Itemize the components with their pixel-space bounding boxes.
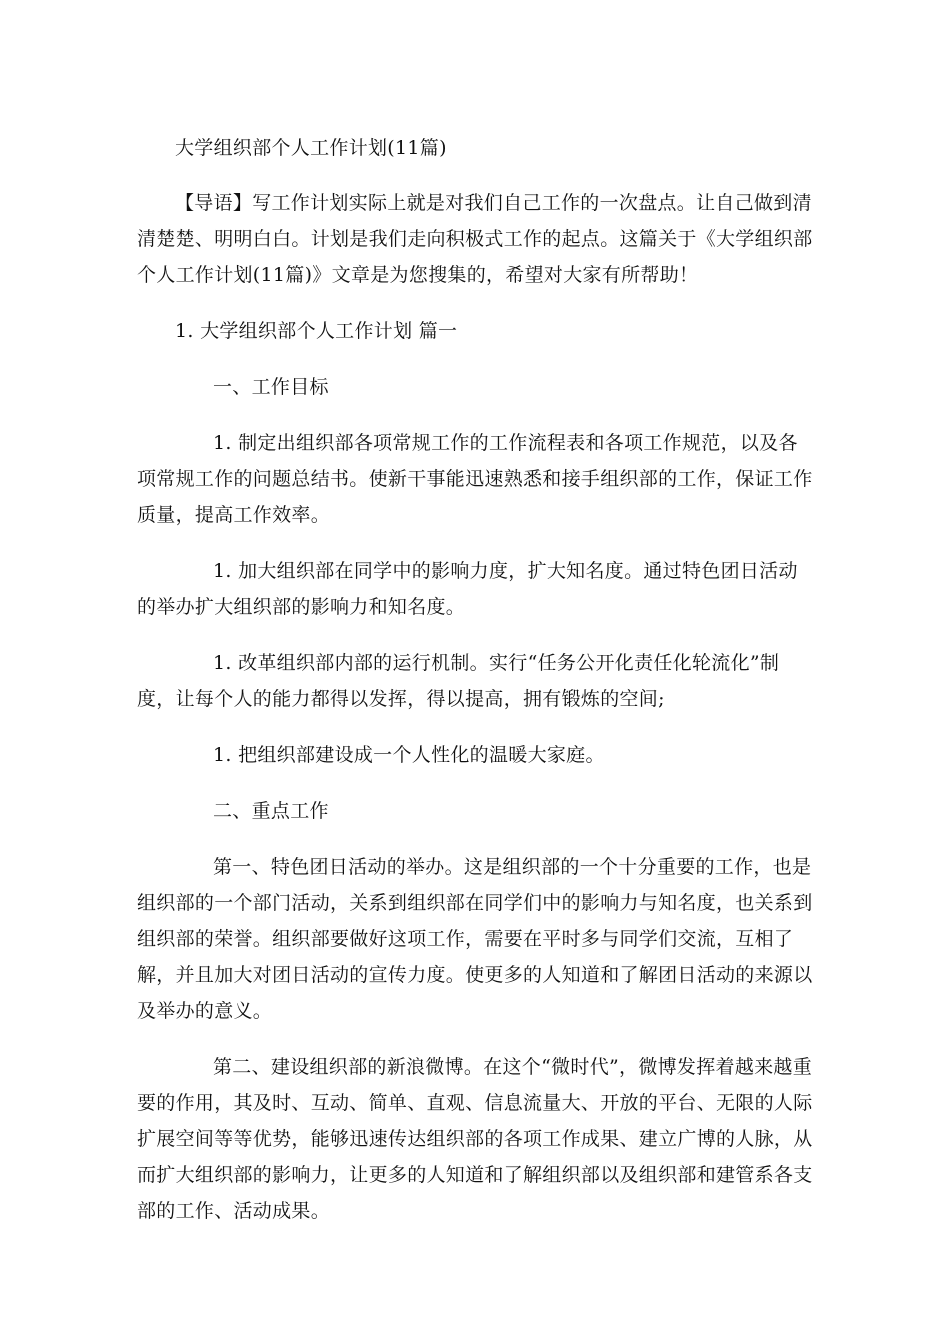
goal-item-3: 1. 改革组织部内部的运行机制。实行“任务公开化责任化轮流化”制度，让每个人的能力都得以发挥，得以提高，拥有锻炼的空间; xyxy=(137,652,780,710)
key-work-item-2: 第二、建设组织部的新浪微博。在这个“微时代”，微博发挥着越来越重要的作用，其及时、互动、简单、直观、信息流量大、开放的平台、无限的人际扩展空间等等优势，能够迅速传达组织部的各项工作成果、建立广博的人脉，从而扩大组织部的影响力，让更多的人知道和了解组织部以及组织部和建管系各支部的工作、活动成果。 xyxy=(137,1056,813,1222)
goal-item-1: 1. 制定出组织部各项常规工作的工作流程表和各项工作规范，以及各项常规工作的问题总结书。使新干事能迅速熟悉和接手组织部的工作，保证工作质量，提高工作效率。 xyxy=(137,432,813,526)
goal-item-2: 1. 加大组织部在同学中的影响力度，扩大知名度。通过特色团日活动的举办扩大组织部的影响力和知名度。 xyxy=(137,560,798,618)
document-body xyxy=(137,130,817,1249)
heading-work-goals: 一、工作目标 xyxy=(213,376,329,398)
goal-item-4: 1. 把组织部建设成一个人性化的温暖大家庭。 xyxy=(213,744,605,766)
heading-key-work: 二、重点工作 xyxy=(213,800,329,822)
section-title: 1. 大学组织部个人工作计划 篇一 xyxy=(175,320,458,342)
document-title: 大学组织部个人工作计划(11篇) xyxy=(175,137,447,159)
intro-paragraph: 【导语】写工作计划实际上就是对我们自己工作的一次盘点。让自己做到清清楚楚、明明白白。计划是我们走向积极式工作的起点。这篇关于《大学组织部个人工作计划(11篇)》文章是为您搜集的，希望对大家有所帮助！ xyxy=(137,192,813,286)
key-work-item-1: 第一、特色团日活动的举办。这是组织部的一个十分重要的工作，也是组织部的一个部门活动，关系到组织部在同学们中的影响力与知名度，也关系到组织部的荣誉。组织部要做好这项工作，需要在平时多与同学们交流，互相了解，并且加大对团日活动的宣传力度。使更多的人知道和了解团日活动的来源以及举办的意义。 xyxy=(137,856,813,1022)
